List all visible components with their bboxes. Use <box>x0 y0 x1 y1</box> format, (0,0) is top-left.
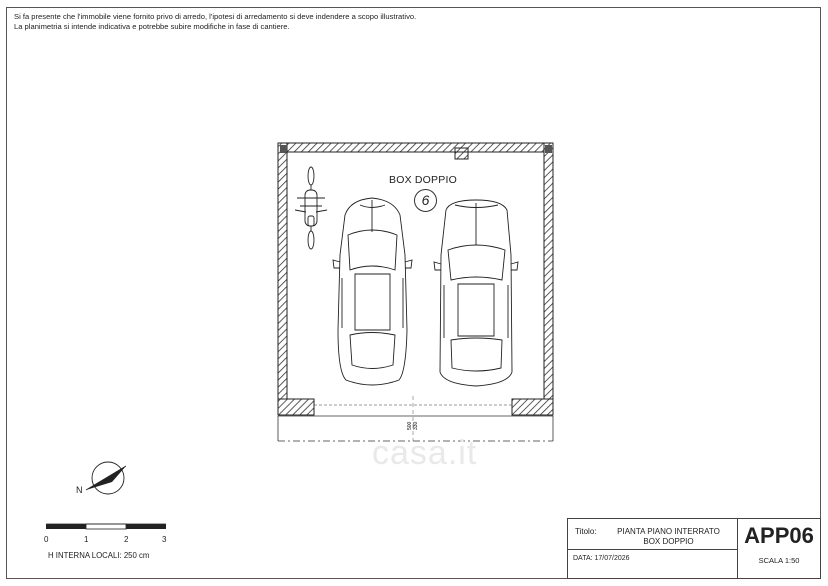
wall-right <box>544 143 553 415</box>
wall-left <box>278 143 287 415</box>
scale-tick-0: 0 <box>44 535 49 544</box>
disclaimer-note-2: La planimetria si intende indicativa e potrebbe subire modifiche in fase di cantiere. <box>14 22 290 31</box>
drawing-date: DATA: 17/07/2026 <box>573 555 630 562</box>
pillar-left <box>278 399 314 415</box>
title-label: Titolo: <box>575 527 597 536</box>
scale-tick-3: 3 <box>162 535 167 544</box>
car-sedan-icon <box>333 198 412 385</box>
scale-tick-2: 2 <box>124 535 129 544</box>
scale-tick-1: 1 <box>84 535 89 544</box>
dimension-inner: 330 <box>413 421 419 430</box>
wall-top <box>278 143 553 152</box>
pillar-top-right <box>545 145 552 153</box>
pillar-top-mid <box>455 148 468 159</box>
title-line-2: BOX DOPPIO <box>643 537 694 546</box>
car-hatchback-icon <box>434 200 518 386</box>
north-arrow-icon <box>86 462 126 494</box>
motorcycle-icon <box>295 167 327 249</box>
watermark: casa.it <box>372 434 478 472</box>
drawing-code: APP06 <box>744 523 814 548</box>
title-divider-vertical <box>737 519 738 578</box>
box-number-badge: 6 <box>414 189 437 212</box>
garage-label: BOX DOPPIO <box>389 174 457 186</box>
dimension-outer: 500 <box>407 421 413 430</box>
internal-height-note: H INTERNA LOCALI: 250 cm <box>48 551 150 560</box>
disclaimer-note-1: Si fa presente che l'immobile viene fornito privo di arredo, l'ipotesi di arredamento si deve indendere a scopo illustrativo. <box>14 12 417 21</box>
title-line-1: PIANTA PIANO INTERRATO <box>617 527 720 536</box>
title-divider-horizontal <box>568 549 737 550</box>
drawing-scale: SCALA 1:50 <box>758 556 800 565</box>
scale-bar <box>46 524 166 529</box>
title-block <box>567 518 821 579</box>
pillar-right <box>512 399 553 415</box>
pillar-top-left <box>280 145 287 153</box>
north-label: N <box>76 485 83 495</box>
